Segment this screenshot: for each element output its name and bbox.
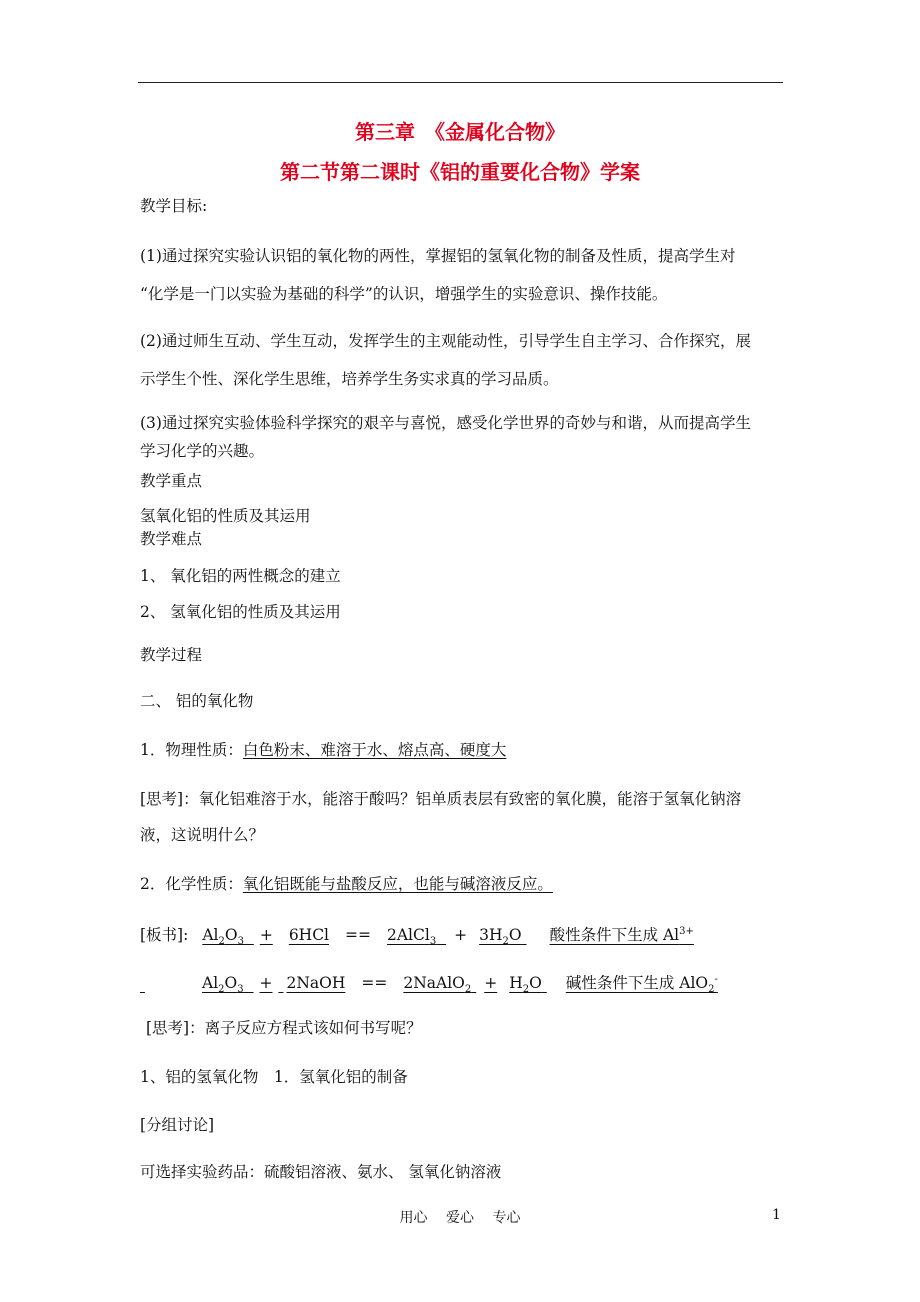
eq1-reactant-al2o3: $Al_2O_3$ (202, 926, 244, 948)
physical-label: 1．物理性质： (140, 741, 243, 759)
goal-2-line-1: (2)通过师生互动、学生互动，发挥学生的主观能动性，引导学生自主学习、合作探究，展 (140, 332, 751, 350)
chemical-property (140, 874, 553, 894)
chemical-value: 氧化铝既能与盐酸反应，也能与碱溶液反应。 (242, 875, 553, 893)
key-point-content: 氢氧化铝的性质及其运用 (140, 507, 311, 525)
footer-motto: 用心 爱心 专心 (399, 1210, 521, 1226)
section-2-heading: 二、 铝的氧化物 (140, 692, 254, 710)
eq1-plus-1: + (259, 926, 273, 945)
think-1-line-1: [思考]：氧化铝难溶于水，能溶于酸吗？铝单质表层有致密的氧化膜，能溶于氢氧化钠溶 (140, 790, 742, 808)
equation-1 (140, 922, 694, 952)
physical-property (140, 740, 506, 760)
difficulty-item-1: 1、 氧化铝的两性概念的建立 (140, 567, 341, 585)
eq2-product-naalo2: 2NaAlO$_2$ (403, 974, 472, 996)
eq1-product-h2o: $3H_2O$ (479, 926, 522, 948)
section-title: 第二节第二课时《铝的重要化合物》学案 (280, 160, 640, 184)
goal-1-line-2: “化学是一门以实验为基础的科学”的认识，增强学生的实验意识、操作技能。 (140, 285, 668, 303)
header-rule (138, 82, 783, 83)
goal-1-line-1: (1)通过探究实验认识铝的氧化物的两性，掌握铝的氢氧化物的制备及性质，提高学生对 (140, 247, 736, 265)
goal-3-line-2: 学习化学的兴趣。 (140, 442, 265, 460)
physical-value: 白色粉末、难溶于水、熔点高、硬度大 (242, 741, 507, 759)
chapter-title: 第三章 《金属化合物》 (355, 120, 565, 144)
hydroxide-heading: 1、铝的氢氧化物 1．氢氧化铝的制备 (140, 1068, 408, 1086)
key-point-heading: 教学重点 (140, 472, 203, 490)
eq2-reactant-naoh: 2NaOH (286, 974, 346, 993)
reagents-line: 可选择实验药品：硫酸铝溶液、氨水、 氢氧化钠溶液 (140, 1163, 502, 1181)
goal-2-line-2: 示学生个性、深化学生思维，培养学生务实求真的学习品质。 (140, 370, 559, 388)
chemical-label: 2．化学性质： (140, 875, 243, 893)
eq2-product-h2o: $H_2O$ (509, 974, 542, 996)
equation-2 (140, 970, 718, 1000)
difficulty-item-2: 2、 氢氧化铝的性质及其运用 (140, 603, 341, 621)
eq2-plus-1: + (259, 974, 273, 993)
page-number: 1 (772, 1207, 781, 1223)
eq1-product-alcl3: 2AlCl$_3$ (387, 926, 437, 948)
eq2-plus-2: + (484, 974, 498, 993)
group-discussion: [分组讨论] (140, 1116, 215, 1134)
eq2-reactant-al2o3: $Al_2O_3$ (202, 974, 244, 996)
think-1-line-2: 液，这说明什么？ (140, 826, 265, 844)
think-2: [思考]：离子反应方程式该如何书写呢？ (146, 1019, 422, 1037)
eq1-equals: == (345, 926, 371, 945)
eq1-note: 酸性条件下生成 $Al^{3+}$ (549, 926, 694, 945)
eq2-equals: == (361, 974, 388, 993)
eq1-plus-2: + (454, 926, 468, 945)
eq1-reactant-hcl: 6HCl (288, 926, 330, 945)
board-label: [板书]: (140, 926, 189, 945)
difficulty-heading: 教学难点 (140, 530, 203, 548)
goal-3-line-1: (3)通过探究实验体验科学探究的艰辛与喜悦，感受化学世界的奇妙与和谐，从而提高学生 (140, 414, 751, 432)
eq2-note: 碱性条件下生成 AlO$_2$- (565, 974, 718, 996)
goals-heading: 教学目标: (140, 197, 208, 215)
process-heading: 教学过程 (140, 646, 203, 664)
